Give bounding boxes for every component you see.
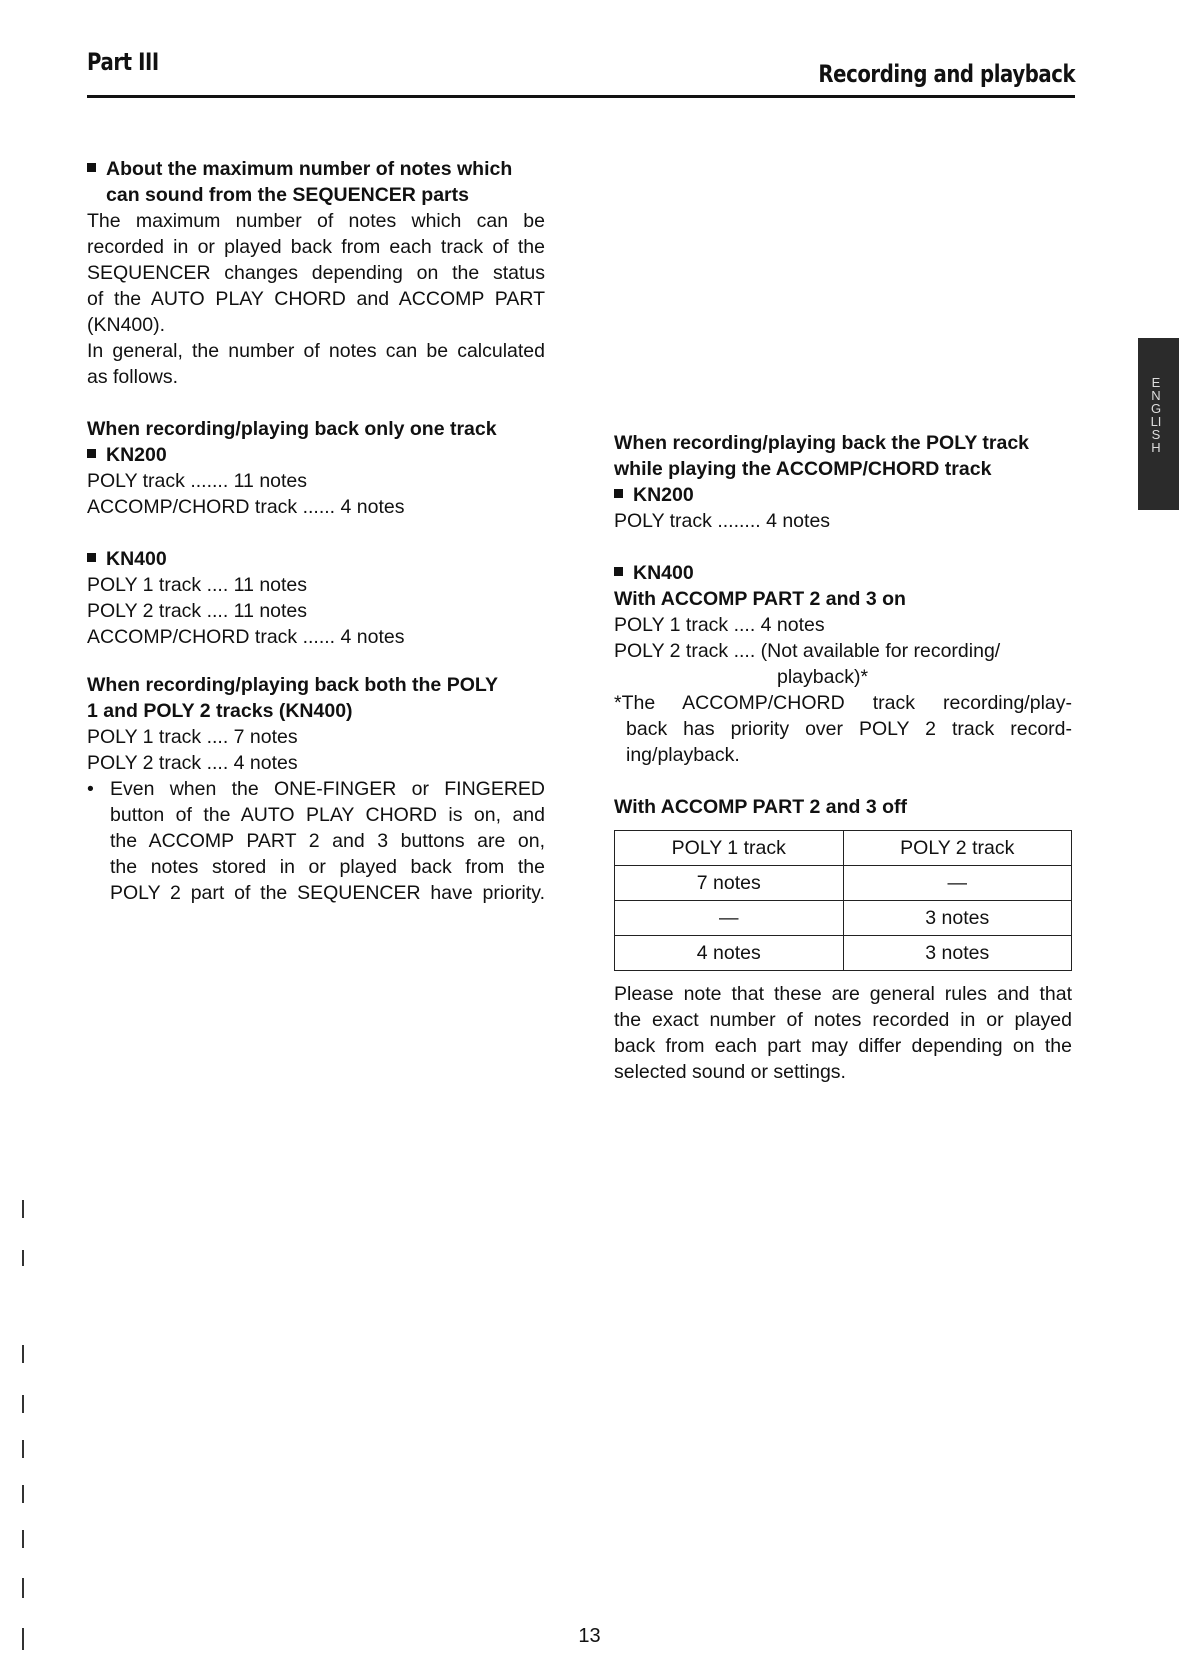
priority-line: the notes stored in or played back from the <box>110 856 545 878</box>
part-label: Part III <box>87 48 159 76</box>
poly-track-title-cont: while playing the ACCOMP/CHORD track <box>614 458 992 480</box>
margin-mark <box>22 1395 24 1413</box>
footnote-line: back has priority over POLY 2 track record- <box>626 718 1072 740</box>
with-off-title: With ACCOMP PART 2 and 3 off <box>614 796 908 818</box>
closing-line: back from each part may differ depending on the <box>614 1035 1072 1057</box>
left-column <box>87 156 545 906</box>
priority-line: button of the AUTO PLAY CHORD is on, and <box>110 804 545 826</box>
track-line: POLY 1 track .... 11 notes <box>87 574 308 596</box>
table-header-row <box>615 831 1072 866</box>
intro-line: In general, the number of notes can be calculated <box>87 340 545 362</box>
both-tracks-title-cont: 1 and POLY 2 tracks (KN400) <box>87 700 353 722</box>
page-number: 13 <box>578 1625 601 1647</box>
one-track-title: When recording/playing back only one track <box>87 418 497 440</box>
footnote-line: *The ACCOMP/CHORD track recording/play- <box>614 692 1072 714</box>
track-line: POLY track ....... 11 notes <box>87 470 308 492</box>
margin-mark <box>22 1485 24 1503</box>
track-line: POLY 1 track .... 7 notes <box>87 726 298 748</box>
square-bullet-icon <box>614 489 623 498</box>
priority-note <box>87 776 545 906</box>
table-header: POLY 2 track <box>843 831 1072 866</box>
square-bullet-icon <box>87 553 96 562</box>
table-cell: — <box>843 866 1072 901</box>
margin-mark <box>22 1530 24 1548</box>
track-line: ACCOMP/CHORD track ...... 4 notes <box>87 626 405 648</box>
intro-line: recorded in or played back from each track of the <box>87 236 545 258</box>
bullet-dot-icon: • <box>87 778 94 800</box>
square-bullet-icon <box>87 163 96 172</box>
kn400-label: KN400 <box>614 560 1072 586</box>
table-cell: 4 notes <box>615 936 844 971</box>
language-tab-label: ENGLISH <box>1150 375 1162 455</box>
priority-line: Even when the ONE-FINGER or FINGERED <box>110 778 545 800</box>
kn400-label: KN400 <box>87 546 545 572</box>
header-rule <box>87 95 1075 98</box>
table-header: POLY 1 track <box>615 831 844 866</box>
kn200-label: KN200 <box>87 442 545 468</box>
track-line-cont: playback)* <box>777 666 869 688</box>
intro-line: as follows. <box>87 366 179 388</box>
intro-line: The maximum number of notes which can be <box>87 210 545 232</box>
footnote-line: ing/playback. <box>626 744 740 766</box>
priority-line: POLY 2 part of the SEQUENCER have priority. <box>110 882 545 904</box>
both-tracks-title: When recording/playing back both the POLY <box>87 674 498 696</box>
intro-line: of the AUTO PLAY CHORD and ACCOMP PART <box>87 288 545 310</box>
track-line: POLY 2 track .... 4 notes <box>87 752 298 774</box>
closing-line: Please note that these are general rules and that <box>614 983 1072 1005</box>
section-heading-cont: can sound from the SEQUENCER parts <box>106 184 469 206</box>
square-bullet-icon <box>614 567 623 576</box>
closing-line: the exact number of notes recorded in or played <box>614 1009 1072 1031</box>
square-bullet-icon <box>87 449 96 458</box>
table-row <box>615 901 1072 936</box>
section-title: Recording and playback <box>818 60 1075 88</box>
table-row <box>615 936 1072 971</box>
table-cell: — <box>615 901 844 936</box>
language-tab <box>1138 338 1179 510</box>
track-line: POLY 2 track .... 11 notes <box>87 600 308 622</box>
margin-mark <box>22 1440 24 1458</box>
table-cell: 3 notes <box>843 936 1072 971</box>
track-line: POLY track ........ 4 notes <box>614 510 831 532</box>
table-cell: 3 notes <box>843 901 1072 936</box>
track-line: POLY 1 track .... 4 notes <box>614 614 825 636</box>
kn200-label: KN200 <box>614 482 1072 508</box>
intro-line: (KN400). <box>87 314 166 336</box>
margin-mark <box>22 1250 24 1266</box>
right-column <box>614 430 1072 1085</box>
section-heading: About the maximum number of notes which <box>87 156 545 182</box>
notes-table <box>614 830 1072 971</box>
poly-track-title: When recording/playing back the POLY track <box>614 432 1030 454</box>
with-on-title: With ACCOMP PART 2 and 3 on <box>614 588 906 610</box>
closing-line: selected sound or settings. <box>614 1061 846 1083</box>
margin-mark <box>22 1345 24 1363</box>
intro-line: SEQUENCER changes depending on the status <box>87 262 545 284</box>
margin-mark <box>22 1200 24 1218</box>
track-line: POLY 2 track .... (Not available for recording/ <box>614 640 1001 662</box>
priority-line: the ACCOMP PART 2 and 3 buttons are on, <box>110 830 545 852</box>
table-cell: 7 notes <box>615 866 844 901</box>
track-line: ACCOMP/CHORD track ...... 4 notes <box>87 496 405 518</box>
table-row <box>615 866 1072 901</box>
margin-mark <box>22 1578 24 1598</box>
